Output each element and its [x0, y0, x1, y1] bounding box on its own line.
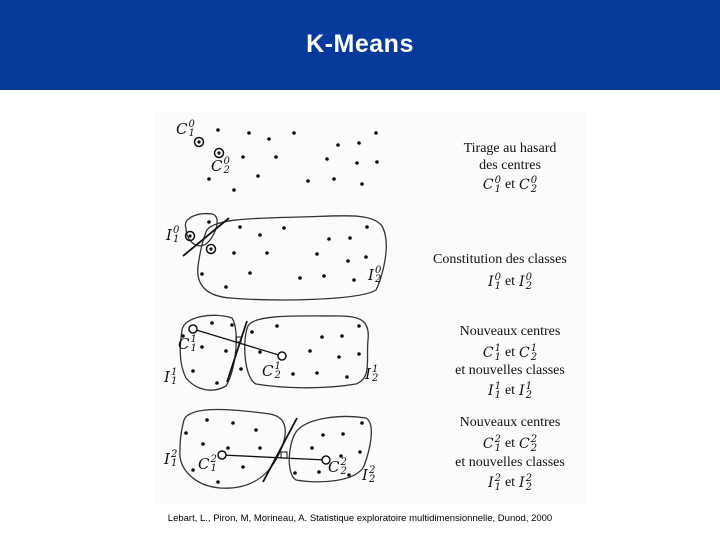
cluster-label: [368, 266, 381, 284]
data-point: [282, 226, 286, 230]
superscript: 1: [371, 364, 379, 375]
subscript: 1: [172, 234, 180, 245]
symbol: C: [328, 457, 340, 476]
center-symbol: [519, 344, 537, 362]
conjunction: et: [504, 345, 516, 360]
step-caption-line: et nouvelles classes: [455, 363, 565, 378]
data-point: [364, 255, 368, 259]
center-link-line: [222, 455, 326, 460]
data-point: [207, 177, 211, 181]
superscript: 1: [170, 367, 178, 378]
data-point: [320, 335, 324, 339]
superscript: 0: [223, 156, 230, 167]
data-point: [258, 446, 262, 450]
symbol: C: [176, 119, 188, 138]
data-point: [215, 381, 219, 385]
subscript: 2: [368, 474, 376, 485]
data-point: [341, 432, 345, 436]
symbol: C: [519, 177, 530, 193]
symbol: I: [365, 364, 371, 383]
data-point: [205, 418, 209, 422]
step-caption-line: Nouveaux centres: [459, 324, 561, 339]
data-point: [360, 421, 364, 425]
data-point: [348, 236, 352, 240]
data-point: [250, 330, 254, 334]
center-symbol: [519, 273, 532, 291]
center-marker: [278, 352, 286, 360]
data-point: [238, 225, 242, 229]
superscript: 2: [368, 465, 376, 476]
data-point: [191, 468, 195, 472]
subscript: 2: [530, 352, 538, 363]
symbol: I: [488, 475, 494, 491]
step-caption-line: Constitution des classes: [433, 252, 567, 267]
data-point: [306, 179, 310, 183]
center-symbol: [483, 435, 501, 453]
data-point: [325, 157, 329, 161]
data-point: [209, 247, 212, 250]
data-point: [360, 182, 364, 186]
cluster-label: [198, 455, 217, 473]
symbol: C: [519, 436, 530, 452]
data-point: [322, 274, 326, 278]
step-caption-line: [430, 344, 585, 362]
data-point: [231, 421, 235, 425]
subscript: 2: [525, 390, 532, 401]
step-caption-line: Tirage au hasard: [463, 141, 557, 156]
subscript: 1: [190, 343, 197, 354]
cluster-label: [166, 226, 179, 244]
data-point: [216, 480, 220, 484]
data-point: [247, 131, 251, 135]
data-point: [200, 272, 204, 276]
conjunction: et: [504, 475, 516, 490]
superscript: 0: [374, 265, 382, 276]
data-point: [265, 251, 269, 255]
data-point: [258, 350, 262, 354]
data-point: [184, 431, 188, 435]
data-point: [298, 276, 302, 280]
step-caption-line: [430, 435, 585, 453]
data-point: [188, 234, 191, 237]
data-point: [274, 155, 278, 159]
data-point: [315, 252, 319, 256]
data-point: [375, 160, 379, 164]
subscript: 1: [170, 376, 178, 387]
conjunction: et: [504, 274, 516, 289]
superscript: 1: [525, 381, 532, 392]
symbol: C: [482, 345, 494, 361]
symbol: C: [262, 361, 274, 380]
cluster-label: [365, 365, 378, 383]
subscript: 2: [223, 165, 230, 176]
subscript: 2: [530, 184, 538, 195]
conjunction: et: [504, 436, 516, 451]
symbol: C: [482, 436, 494, 452]
subscript: 2: [530, 443, 538, 454]
center-symbol: [519, 435, 537, 453]
center-symbol: [488, 273, 501, 291]
data-point: [337, 355, 341, 359]
subscript: 2: [340, 466, 347, 477]
subscript: 1: [494, 281, 501, 292]
superscript: 1: [190, 334, 197, 345]
data-point: [256, 174, 260, 178]
symbol: C: [519, 345, 530, 361]
citation: Lebart, L., Piron, M, Morineau, A. Statistique exploratoire multidimensionnelle, Dunod, 2000: [167, 513, 553, 524]
symbol: I: [519, 475, 525, 491]
subscript: 2: [371, 373, 379, 384]
center-symbol: [488, 382, 501, 400]
symbol: I: [519, 274, 525, 290]
step-caption-line: des centres: [479, 158, 541, 173]
superscript: 2: [494, 434, 501, 445]
data-point: [355, 161, 359, 165]
superscript: 1: [530, 343, 538, 354]
superscript: 0: [530, 175, 538, 186]
cluster-label: [164, 368, 177, 386]
center-symbol: [519, 176, 537, 194]
superscript: 2: [210, 454, 217, 465]
superscript: 1: [494, 343, 501, 354]
subscript: 1: [210, 463, 217, 474]
subscript: 1: [494, 482, 501, 493]
data-point: [374, 131, 378, 135]
separator-line: [263, 418, 297, 482]
slide-header: [0, 0, 720, 90]
subscript: 1: [188, 128, 195, 139]
center-symbol: [483, 176, 501, 194]
step-caption-line: et nouvelles classes: [455, 455, 565, 470]
symbol: C: [178, 334, 190, 353]
superscript: 2: [494, 473, 501, 484]
cluster-label: [211, 157, 230, 175]
cluster-label: [328, 458, 347, 476]
superscript: 0: [494, 175, 501, 186]
symbol: I: [164, 449, 170, 468]
subscript: 2: [525, 281, 532, 292]
center-symbol: [483, 344, 501, 362]
data-point: [275, 324, 279, 328]
symbol: I: [164, 367, 170, 386]
data-point: [292, 131, 296, 135]
data-point: [207, 220, 211, 224]
superscript: 2: [340, 457, 347, 468]
subscript: 2: [374, 274, 382, 285]
data-point: [315, 371, 319, 375]
data-point: [321, 433, 325, 437]
data-point: [357, 324, 361, 328]
step-caption-line: [430, 273, 585, 291]
superscript: 2: [525, 473, 532, 484]
data-point: [293, 471, 297, 475]
symbol: I: [519, 383, 525, 399]
step-caption-line: [430, 474, 585, 492]
symbol: I: [488, 274, 494, 290]
right-angle-mark: [281, 452, 287, 458]
data-point: [340, 334, 344, 338]
conjunction: et: [504, 177, 516, 192]
subscript: 1: [494, 184, 501, 195]
data-point: [216, 128, 220, 132]
superscript: 0: [525, 272, 532, 283]
data-point: [241, 155, 245, 159]
superscript: 0: [172, 225, 180, 236]
data-point: [332, 177, 336, 181]
symbol: C: [211, 156, 223, 175]
separator-line: [227, 321, 247, 382]
data-point: [291, 372, 295, 376]
data-point: [248, 271, 252, 275]
data-point: [254, 428, 258, 432]
cluster-label: [178, 335, 197, 353]
data-point: [346, 259, 350, 263]
center-symbol: [488, 474, 501, 492]
superscript: 2: [170, 449, 178, 460]
step-caption-line: [430, 382, 585, 400]
kmeans-illustration: [155, 112, 585, 504]
data-point: [258, 233, 262, 237]
data-point: [226, 446, 230, 450]
subscript: 2: [274, 370, 281, 381]
data-point: [217, 151, 220, 154]
data-point: [191, 369, 195, 373]
symbol: I: [488, 383, 494, 399]
symbol: I: [166, 225, 172, 244]
subscript: 1: [170, 458, 178, 469]
center-marker: [218, 451, 226, 459]
data-point: [310, 446, 314, 450]
slide-title: K-Means: [306, 30, 414, 58]
conjunction: et: [504, 383, 516, 398]
cluster-label: [164, 450, 177, 468]
data-point: [357, 352, 361, 356]
data-point: [336, 143, 340, 147]
data-point: [230, 323, 234, 327]
superscript: 0: [494, 272, 501, 283]
superscript: 1: [274, 361, 281, 372]
data-point: [327, 237, 331, 241]
data-point: [317, 470, 321, 474]
data-point: [232, 251, 236, 255]
data-point: [357, 141, 361, 145]
data-point: [365, 225, 369, 229]
superscript: 1: [494, 381, 501, 392]
center-symbol: [519, 474, 532, 492]
center-marker: [189, 325, 197, 333]
data-point: [210, 321, 214, 325]
data-point: [201, 442, 205, 446]
symbol: C: [198, 454, 210, 473]
step-caption-line: [430, 176, 585, 194]
subscript: 2: [525, 482, 532, 493]
cluster-label: [176, 120, 195, 138]
data-point: [352, 278, 356, 282]
data-point: [358, 450, 362, 454]
subscript: 1: [494, 390, 501, 401]
subscript: 1: [494, 443, 501, 454]
cluster-label: [362, 466, 375, 484]
superscript: 0: [188, 119, 195, 130]
data-point: [347, 473, 351, 477]
symbol: C: [482, 177, 494, 193]
symbol: I: [368, 265, 374, 284]
data-point: [200, 345, 204, 349]
data-point: [241, 465, 245, 469]
superscript: 2: [530, 434, 538, 445]
data-point: [345, 375, 349, 379]
step-caption-line: Nouveaux centres: [459, 415, 561, 430]
data-point: [197, 140, 200, 143]
data-point: [308, 349, 312, 353]
data-point: [224, 285, 228, 289]
data-point: [267, 137, 271, 141]
center-symbol: [519, 382, 532, 400]
cluster-label: [262, 362, 281, 380]
subscript: 1: [494, 352, 501, 363]
data-point: [232, 188, 236, 192]
data-point: [239, 367, 243, 371]
symbol: I: [362, 465, 368, 484]
data-point: [224, 349, 228, 353]
